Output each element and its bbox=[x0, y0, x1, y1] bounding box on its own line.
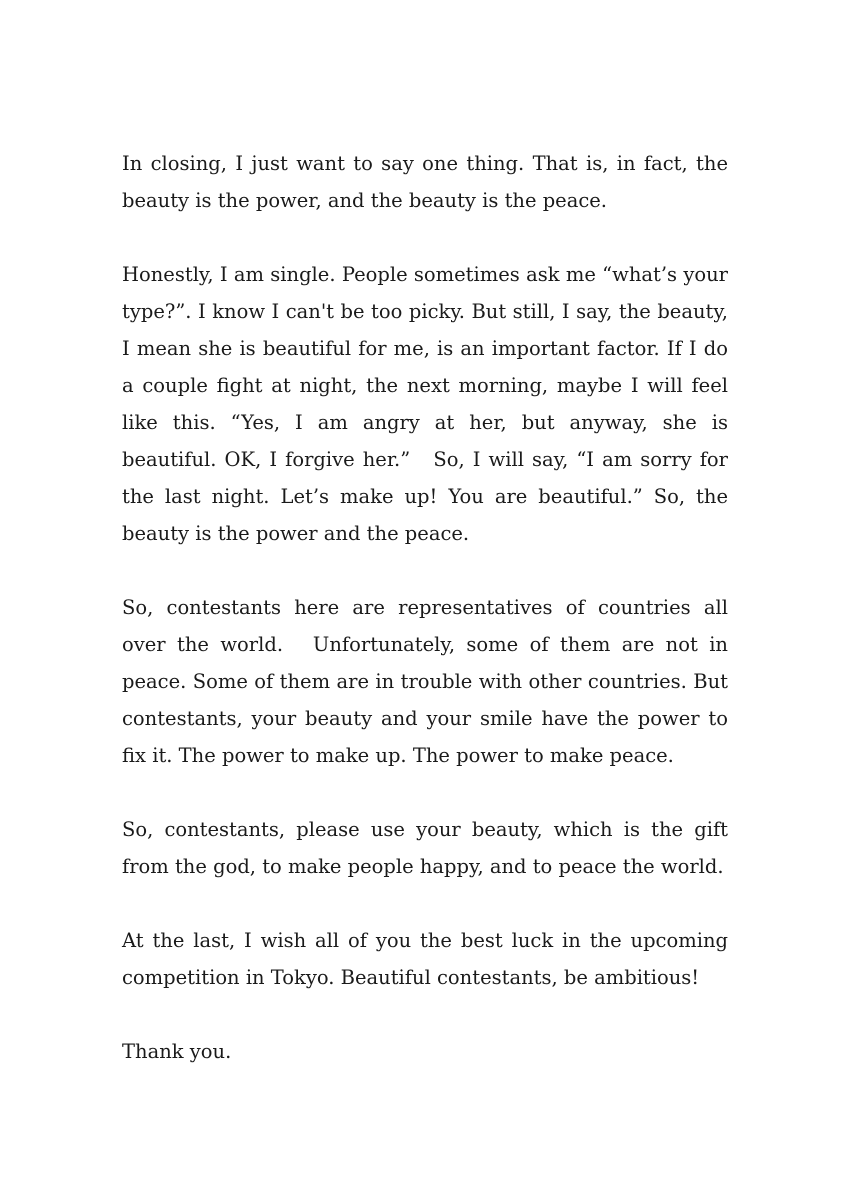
speech-text bbox=[122, 145, 735, 1070]
closing-thank-you: Thank you. bbox=[122, 1040, 232, 1063]
paragraph-best-luck: At the last, I wish all of you the best luck in the upcoming competition in Tokyo. Beautiful contestants, be ambitious! bbox=[122, 929, 735, 989]
paragraph-closing-remark: In closing, I just want to say one thing. That is, in fact, the beauty is the power, and the beauty is the peace. bbox=[122, 152, 735, 212]
paragraph-use-beauty: So, contestants, please use your beauty, which is the gift from the god, to make people happy, and to peace the world. bbox=[122, 818, 735, 878]
paragraph-personal-story: Honestly, I am single. People sometimes ask me “what’s your type?”. I know I can't be too picky. But still, I say, the beauty, I mean she is beautiful for me, is an important factor. If I do a couple fight at night, the next morning, maybe I will feel like this. “Yes, I am angry at her, but anyway, she is beautiful. OK, I forgive her.” So, I will say, “I am sorry for the last night. Let’s make up! You are beautiful.” So, the beauty is the power and the peace. bbox=[122, 263, 735, 545]
paragraph-contestants-peace: So, contestants here are representatives of countries all over the world. Unfortunately, some of them are not in peace. Some of them are in trouble with other countries. But contestants, your beauty and your smile have the power to fix it. The power to make up. The power to make peace. bbox=[122, 596, 735, 767]
